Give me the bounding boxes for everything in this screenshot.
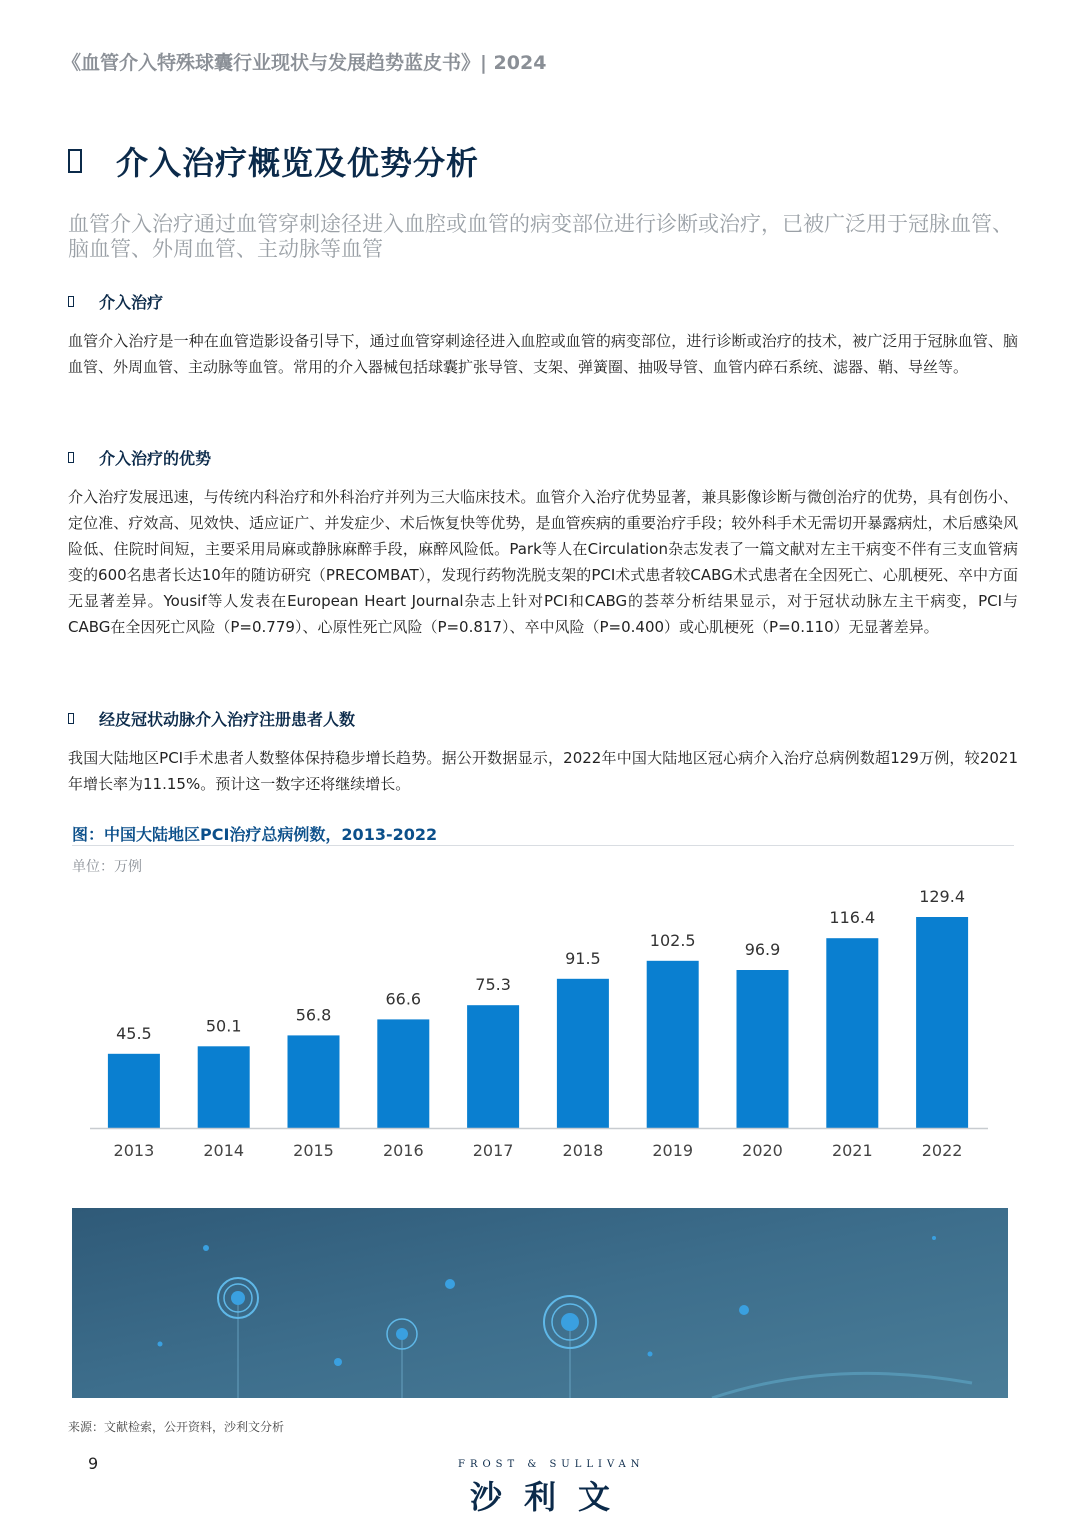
bar-2015 [288,1035,340,1128]
x-tick-2019: 2019 [652,1141,694,1160]
bar-2014 [198,1046,250,1128]
page-title-row [68,138,479,184]
x-tick-2021: 2021 [831,1141,873,1160]
decorative-banner [72,1208,1008,1398]
x-tick-2020: 2020 [742,1141,783,1160]
logo-frost-sullivan-en: FROST & SULLIVAN [458,1459,645,1470]
x-tick-2015: 2015 [293,1141,334,1160]
section-body-pci-patients: 我国大陆地区PCI手术患者人数整体保持稳步增长趋势。据公开数据显示，2022年中国大陆地区冠心病介入治疗总病例数超129万例，较2021年增长率为11.15%。预计这一数字还将继续增长。 [68,749,1018,793]
source-note: 来源：文献检索，公开资料，沙利文分析 [68,1420,285,1434]
bar-2017 [467,1005,519,1128]
page-number: 9 [88,1454,99,1473]
section-body-intervention: 血管介入治疗是一种在血管造影设备引导下，通过血管穿刺途径进入血腔或血管的病变部位，进行诊断或治疗的技术，被广泛用于冠脉血管、脑血管、外周血管、主动脉等血管。常用的介入器械包括球囊扩张导管、支架、弹簧圈、抽吸导管、血管内碎石系统、滤器、鞘、导丝等。 [68,332,1018,376]
x-tick-2017: 2017 [472,1141,514,1160]
title-square-icon [68,149,82,173]
x-tick-2013: 2013 [113,1141,155,1160]
x-tick-2018: 2018 [562,1141,604,1160]
pci-bar-chart [86,880,996,1170]
logo-frost-sullivan-cn: 沙利文 [470,1478,633,1516]
bar-2020 [737,970,789,1128]
section-title: 经皮冠状动脉介入治疗注册患者人数 [99,710,356,729]
page-title: 介入治疗概览及优势分析 [116,144,480,182]
section-title: 介入治疗 [99,293,164,312]
section-square-icon [68,296,74,307]
data-label-2022: 129.4 [919,887,966,906]
section-title: 介入治疗的优势 [99,449,212,468]
x-tick-2022: 2022 [921,1141,963,1160]
figure-unit: 单位：万例 [72,859,142,875]
data-label-2014: 50.1 [205,1016,242,1036]
data-label-2016: 66.6 [385,989,422,1009]
data-label-2017: 75.3 [475,975,511,995]
x-tick-2014: 2014 [203,1141,245,1160]
data-label-2021: 116.4 [829,908,876,928]
section-square-icon [68,713,74,724]
section-square-icon [68,452,74,463]
bar-2018 [557,979,609,1128]
section-heading-advantages [68,446,211,469]
bar-2021 [826,938,878,1128]
figure-title: 图：中国大陆地区PCI治疗总病例数，2013-2022 [72,825,438,844]
data-label-2018: 91.5 [565,948,601,968]
section-heading-pci-patients [68,707,355,730]
page-subtitle: 血管介入治疗通过血管穿刺途径进入血腔或血管的病变部位进行诊断或治疗，已被广泛用于冠脉血管、脑血管、外周血管、主动脉等血管 [68,212,1013,261]
section-heading-intervention [68,290,163,313]
report-header-title: 《血管介入特殊球囊行业现状与发展趋势蓝皮书》| 2024 [62,52,547,74]
data-label-2015: 56.8 [295,1005,332,1025]
bar-2013 [108,1054,160,1128]
banner-graphic [72,1208,1008,1398]
bar-2022 [916,917,968,1128]
bar-2016 [377,1019,429,1128]
data-label-2013: 45.5 [116,1023,152,1043]
section-body-advantages: 介入治疗发展迅速，与传统内科治疗和外科治疗并列为三大临床技术。血管介入治疗优势显著，兼具影像诊断与微创治疗的优势，具有创伤小、定位准、疗效高、见效快、适应证广、并发症少、术后恢复快等优势，是血管疾病的重要治疗手段；较外科手术无需切开暴露病灶，术后感染风险低、住院时间短，主要采用局麻或静脉麻醉手段，麻醉风险低。Park等人在Circulation杂志发表了一篇文献对左主干病变不伴有三支血管病变的600名患者长达10年的随访研究（PRECOMBAT），发现行药物洗脱支架的PCI术式患者较CABG术式患者在全因死亡、心肌梗死、卒中方面无显著差异。Yousif等人发表在European Heart Journal杂志上针对PCI和CABG的荟萃分析结果显示，对于冠状动脉左主干病变，PCI与CABG在全因死亡风险（P=0.779）、心原性死亡风险（P=0.817）、卒中风险（P=0.400）或心肌梗死（P=0.110）无显著差异。 [68,488,1018,636]
data-label-2019: 102.5 [649,930,696,950]
bar-2019 [647,961,699,1128]
data-label-2020: 96.9 [744,940,781,959]
figure-divider [72,845,1014,846]
x-tick-2016: 2016 [382,1141,424,1160]
